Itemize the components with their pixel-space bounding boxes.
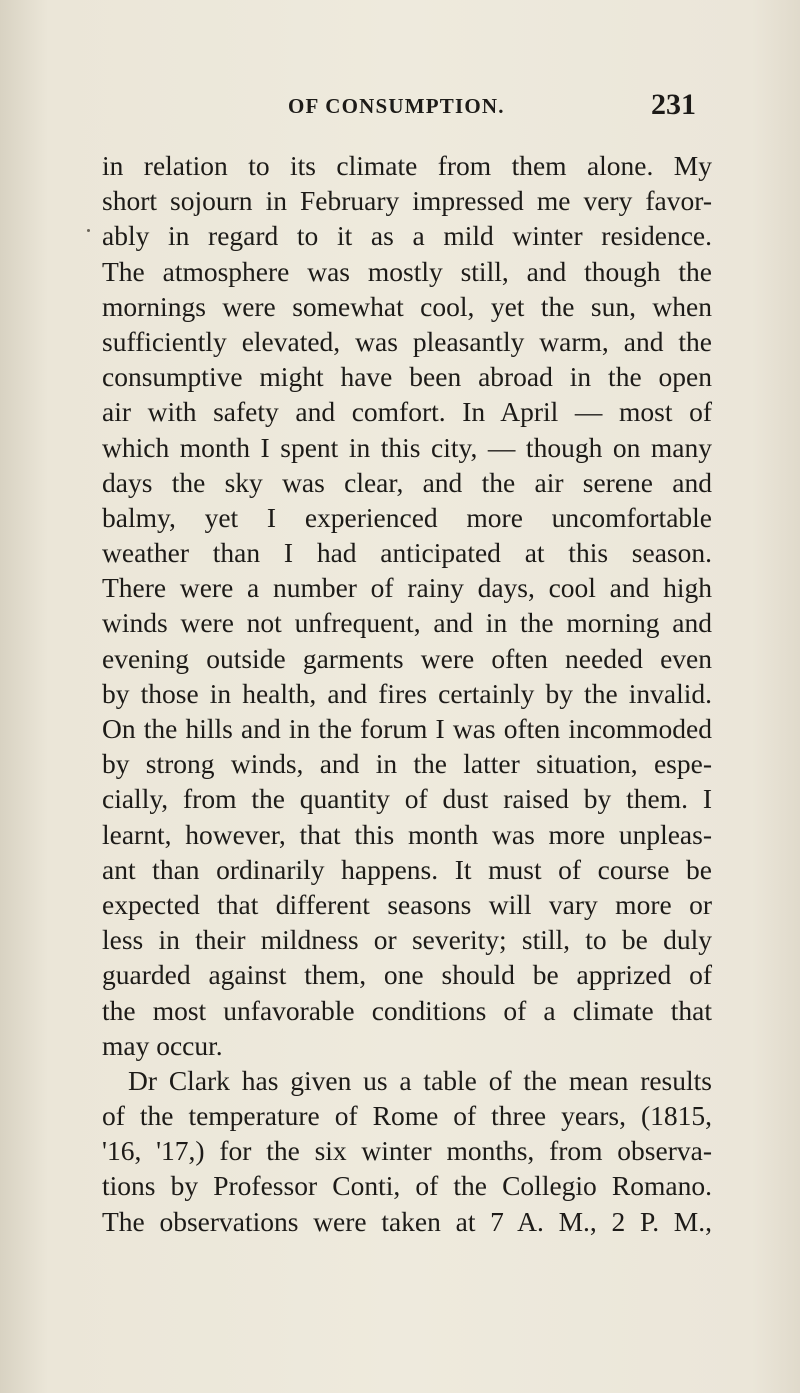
text-line: which month I spent in this city, — though on many: [102, 431, 712, 463]
text-line: air with safety and comfort. In April — most of: [102, 396, 712, 428]
text-line: short sojourn in February impressed me very favor-: [102, 185, 712, 217]
margin-speck: [87, 229, 90, 232]
text-line: sufficiently elevated, was pleasantly warm, and the: [102, 325, 712, 357]
text-line: balmy, yet I experienced more uncomfortable: [102, 501, 712, 533]
text-line: evening outside garments were often needed even: [102, 642, 712, 674]
text-line: days the sky was clear, and the air serene and: [102, 466, 712, 498]
running-title: OF CONSUMPTION.: [288, 94, 505, 118]
text-line: There were a number of rainy days, cool and high: [102, 572, 712, 604]
text-line: weather than I had anticipated at this season.: [102, 537, 712, 569]
running-header: [0, 88, 800, 128]
text-line: mornings were somewhat cool, yet the sun, when: [102, 290, 712, 322]
text-line: winds were not unfrequent, and in the morning and: [102, 607, 712, 639]
text-line: The observations were taken at 7 A. M., 2 P. M.,: [102, 1205, 712, 1237]
text-line: guarded against them, one should be apprized of: [102, 959, 712, 991]
body-text: [102, 148, 712, 1239]
text-line: in relation to its climate from them alone. My: [102, 150, 712, 181]
text-line: '16, '17,) for the six winter months, from observa-: [102, 1135, 712, 1167]
text-line: cially, from the quantity of dust raised by them. I: [102, 783, 712, 815]
text-line: may occur.: [102, 1029, 223, 1061]
text-line: of the temperature of Rome of three years, (1815,: [102, 1100, 712, 1132]
text-line: expected that different seasons will vary more or: [102, 888, 712, 920]
text-line: by strong winds, and in the latter situation, espe-: [102, 748, 712, 780]
text-line: On the hills and in the forum I was often incommoded: [102, 713, 712, 744]
text-line: the most unfavorable conditions of a climate that: [102, 994, 712, 1026]
text-line: ably in regard to it as a mild winter residence.: [102, 220, 712, 252]
text-line: tions by Professor Conti, of the Collegio Romano.: [102, 1170, 712, 1202]
text-line: consumptive might have been abroad in the open: [102, 361, 712, 393]
text-line: learnt, however, that this month was more unpleas-: [102, 818, 712, 850]
text-line: less in their mildness or severity; still, to be duly: [102, 924, 712, 956]
text-line: by those in health, and fires certainly by the invalid.: [102, 677, 712, 709]
page-number: 231: [651, 88, 696, 121]
text-line: ant than ordinarily happens. It must of course be: [102, 853, 712, 885]
text-line: The atmosphere was mostly still, and though the: [102, 255, 712, 287]
paragraph-start-line: Dr Clark has given us a table of the mean results: [128, 1064, 712, 1096]
